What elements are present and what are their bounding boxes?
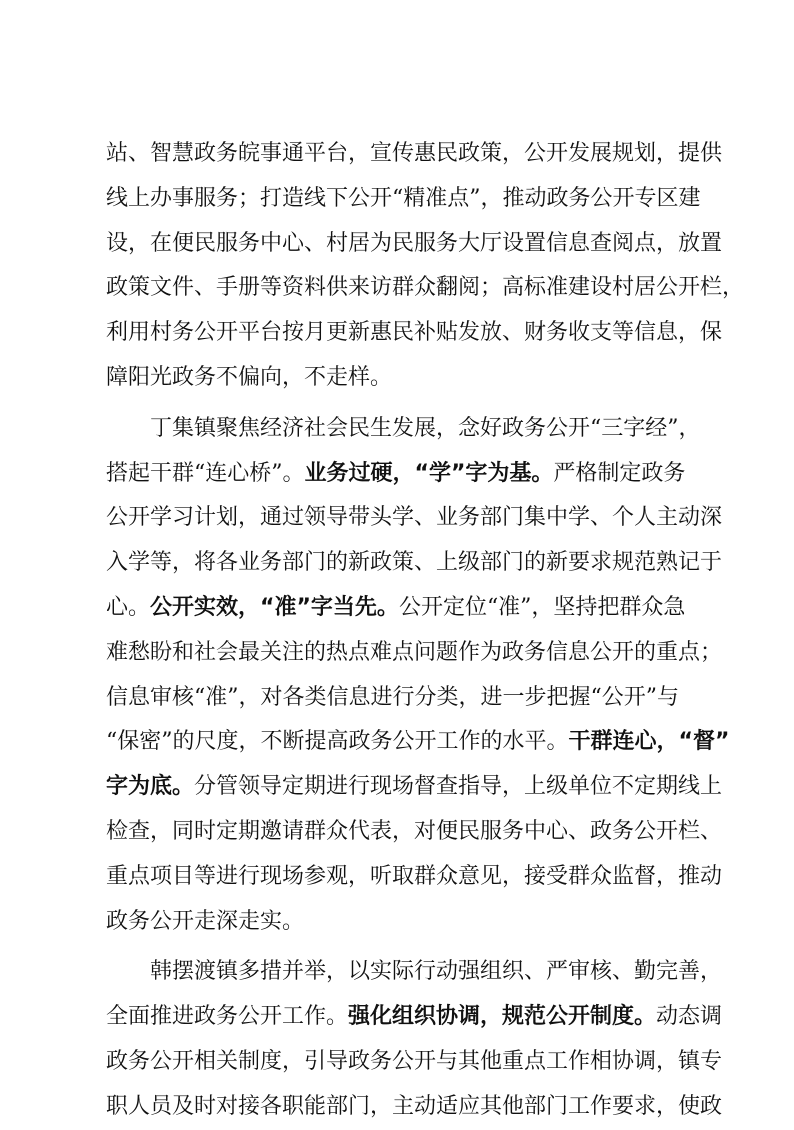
text-run: 全面推进政务公开工作。: [106, 1004, 349, 1030]
paragraph-1: [106, 132, 745, 401]
text-line: [106, 765, 723, 810]
text-line: [106, 995, 723, 1040]
text-line: [106, 586, 696, 631]
text-run: 分管领导定期进行现场督查指导，上级单位不定期线上: [194, 774, 723, 800]
text-line: 利用村务公开平台按月更新惠民补贴发放、财务收支等信息，保: [106, 320, 723, 346]
text-line: 丁集镇聚焦经济社会民生发展，念好政务公开“三字经”，: [150, 415, 701, 441]
text-line: 职人员及时对接各职能部门，主动适应其他部门工作要求，使政: [106, 1093, 723, 1119]
text-run: 严格制定政务: [553, 460, 686, 486]
text-run: 动态调: [656, 1004, 723, 1030]
bold-heading-run: 公开实效，“准”字当先。: [150, 594, 399, 620]
text-run: 心。: [106, 594, 151, 620]
bold-heading-run: 字为底。: [106, 774, 195, 800]
document-body: [106, 132, 745, 1130]
bold-heading-run: 强化组织协调，规范公开制度。: [348, 1004, 657, 1030]
text-line: 入学等，将各业务部门的新政策、上级部门的新要求规范熟记于: [106, 550, 723, 576]
text-line: [106, 720, 730, 765]
text-line: 韩摆渡镇多措并举，以实际行动强组织、严审核、勤完善，: [150, 959, 723, 985]
text-line: 检查，同时定期邀请群众代表，对便民服务中心、政务公开栏、: [106, 818, 723, 844]
text-line: 障阳光政务不偏向，不走样。: [106, 364, 393, 390]
text-line: 线上办事服务；打造线下公开“精准点”，推动政务公开专区建: [106, 185, 701, 211]
text-run: 公开定位“准”，坚持把群众急: [398, 594, 686, 620]
paragraph-2: [106, 407, 730, 945]
text-line: 信息审核“准”，对各类信息进行分类，进一步把握“公开”与: [106, 684, 679, 710]
text-line: 公开学习计划，通过领导带头学、业务部门集中学、个人主动深: [106, 505, 723, 531]
text-run: 搭起干群“连心桥”。: [106, 460, 305, 486]
text-line: 设，在便民服务中心、村居为民服务大厅设置信息查阅点，放置: [106, 230, 723, 256]
text-run: “保密”的尺度，不断提高政务公开工作的水平。: [106, 729, 569, 755]
text-line: 站、智慧政务皖事通平台，宣传惠民政策，公开发展规划，提供: [106, 141, 723, 166]
text-line: 难愁盼和社会最关注的热点难点问题作为政务信息公开的重点；: [106, 639, 723, 665]
text-line: 重点项目等进行现场参观，听取群众意见，接受群众监督，推动: [106, 863, 723, 889]
bold-heading-run: 业务过硬，“学”字为基。: [304, 460, 554, 486]
text-line: [106, 452, 696, 497]
text-line: 政务公开走深走实。: [106, 908, 305, 934]
text-line: 政务公开相关制度，引导政务公开与其他重点工作相协调，镇专: [106, 1048, 723, 1074]
text-line: 政策文件、手册等资料供来访群众翻阅；高标准建设村居公开栏，: [106, 275, 745, 301]
bold-heading-run: 干群连心，“督”: [568, 729, 730, 755]
paragraph-3: [106, 950, 723, 1129]
